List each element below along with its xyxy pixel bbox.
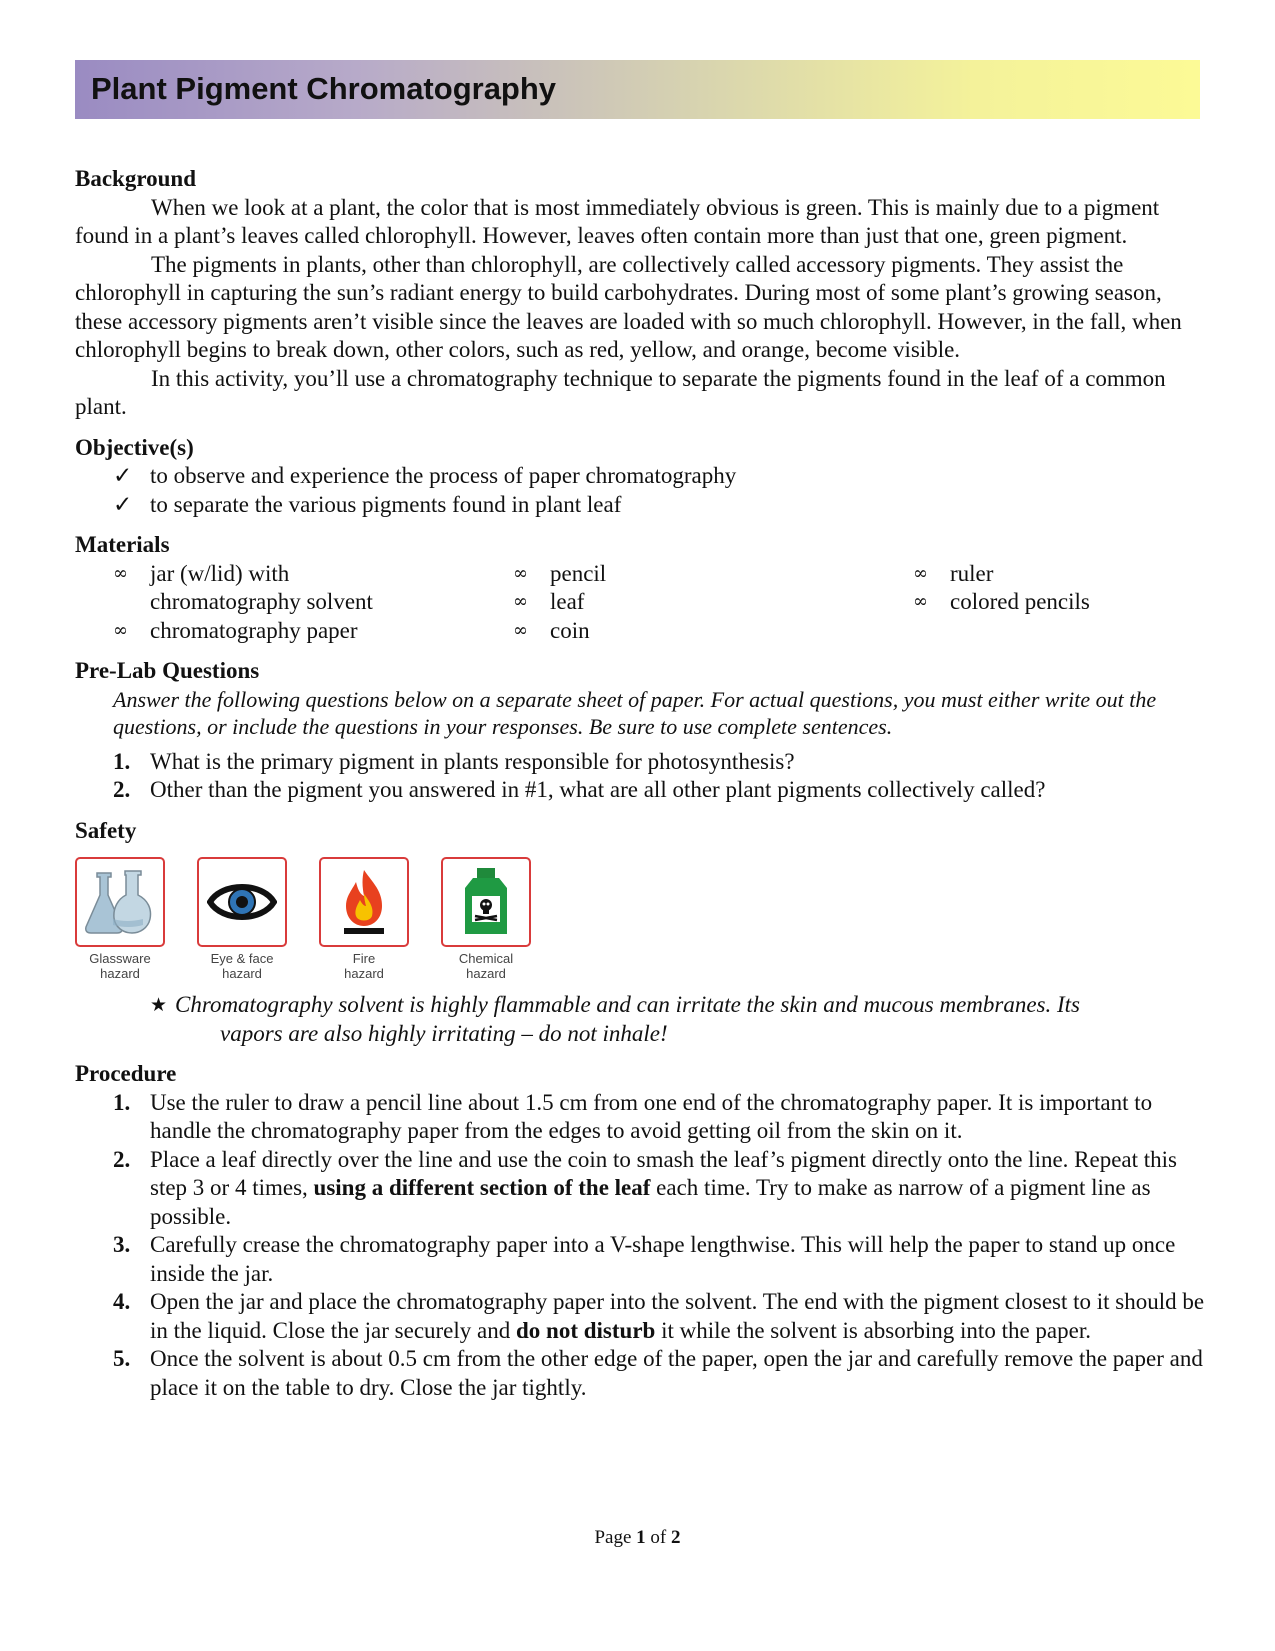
background-section	[75, 165, 1205, 422]
materials-section	[75, 531, 1205, 645]
step-emphasis: using a different section of the leaf	[313, 1175, 651, 1200]
safety-warning	[150, 991, 1205, 1048]
glassware-icon	[75, 857, 165, 947]
hazard-label-line: Fire	[352, 951, 376, 966]
warning-line: vapors are also highly irritating – do not inhale!	[220, 1020, 668, 1046]
infinity-bullet-icon: ∞	[913, 591, 928, 612]
hazard-label-line: Eye & face	[210, 951, 274, 966]
hazard-label-line: Glassware	[89, 951, 151, 966]
hazard-label-line: hazard	[222, 966, 262, 981]
eye-icon	[197, 857, 287, 947]
hazard-label-line: hazard	[344, 966, 384, 981]
background-paragraph: When we look at a plant, the color that is most immediately obvious is green. This is mainly due to a pigment found in a plant’s leaves called chlorophyll. However, leaves often contain more than just that one, green pigment.	[75, 194, 1160, 248]
prelab-heading: Pre-Lab Questions	[75, 658, 260, 683]
list-item	[113, 560, 513, 617]
safety-heading: Safety	[75, 817, 137, 843]
step-text: Place a leaf directly over the line and use the coin to smash the leaf’s pigment directly onto the line. Repeat this step 3 or 4 times,	[150, 1146, 1178, 1200]
list-item	[113, 1146, 1205, 1232]
question-number: 2.	[113, 777, 131, 802]
step-text: Use the ruler to draw a pencil line about 1.5 cm from one end of the chromatography paper. It is important to handle the chromatography paper from the edges to avoid getting oil from the skin on it.	[150, 1089, 1153, 1143]
list-item	[113, 1231, 1205, 1288]
list-item	[513, 617, 913, 646]
hazard-label-line: hazard	[100, 966, 140, 981]
hazard-label-line: hazard	[466, 966, 506, 981]
list-item	[113, 776, 1205, 805]
warning-line: Chromatography solvent is highly flammable and can irritate the skin and mucous membranes. Its	[175, 992, 1081, 1017]
procedure-section	[75, 1060, 1205, 1402]
objectives-heading: Objective(s)	[75, 434, 194, 460]
hazard-label	[319, 951, 409, 981]
fire-hazard	[319, 857, 409, 981]
prelab-questions	[75, 748, 1205, 805]
infinity-bullet-icon: ∞	[913, 562, 928, 584]
materials-heading: Materials	[75, 532, 170, 557]
eye-face-hazard	[197, 857, 287, 981]
step-number: 1.	[113, 1089, 131, 1115]
material-text: colored pencils	[950, 589, 1090, 614]
material-text: coin	[550, 617, 590, 643]
list-item	[513, 588, 913, 617]
materials-column	[113, 560, 513, 646]
infinity-bullet-icon: ∞	[513, 619, 528, 641]
infinity-bullet-icon: ∞	[513, 562, 528, 584]
list-item	[113, 1288, 1205, 1345]
page-number: 1	[636, 1527, 646, 1548]
glassware-hazard	[75, 857, 165, 981]
step-text: each time. Try to make as narrow of a pigment line as possible.	[150, 1175, 1151, 1229]
title-banner	[75, 60, 1200, 119]
list-item	[113, 748, 1205, 777]
step-text: Open the jar and place the chromatography paper into the solvent. The end with the pigment closest to it should be in the liquid. Close the jar securely and	[150, 1289, 1205, 1343]
step-text: Carefully crease the chromatography paper into a V-shape lengthwise. This will help the paper to stand up once inside the jar.	[150, 1232, 1176, 1286]
hazard-label	[441, 951, 531, 981]
hazard-label-line: Chemical	[458, 951, 514, 966]
list-item	[113, 617, 513, 646]
list-item	[913, 588, 1090, 617]
materials-list	[75, 560, 1205, 646]
hazard-label	[75, 951, 165, 981]
list-item	[113, 491, 1205, 520]
material-text: pencil	[550, 560, 607, 586]
hazard-icons	[75, 857, 1205, 981]
objectives-list	[75, 462, 1205, 519]
materials-column	[913, 560, 1090, 646]
background-paragraph: In this activity, you’ll use a chromatography technique to separate the pigments found in the leaf of a common plant.	[75, 365, 1166, 419]
chemical-hazard	[441, 857, 531, 981]
hazard-label	[197, 951, 287, 981]
procedure-steps	[75, 1089, 1205, 1403]
star-icon: ★	[150, 994, 168, 1016]
poison-bottle-icon	[441, 857, 531, 947]
material-text: chromatography paper	[150, 617, 358, 643]
list-item	[513, 560, 913, 589]
objective-text: to separate the various pigments found in plant leaf	[150, 491, 622, 517]
document-body	[75, 165, 1205, 1402]
materials-column	[513, 560, 913, 646]
step-number: 4.	[113, 1289, 131, 1314]
step-emphasis: do not disturb	[516, 1317, 656, 1343]
material-text: leaf	[550, 589, 585, 614]
background-paragraph: The pigments in plants, other than chlorophyll, are collectively called accessory pigments. They assist the chlorophyll in capturing the sun’s radiant energy to build carbohydrates. During most of some plant’s growing season, these accessory pigments aren’t visible since the leaves are loaded with so much chlorophyll. However, in the fall, when chlorophyll begins to break down, other colors, such as red, yellow, and orange, become visible.	[75, 251, 1182, 362]
step-text: it while the solvent is absorbing into the paper.	[655, 1317, 1091, 1343]
of-label: of	[650, 1527, 667, 1548]
question-number: 1.	[113, 748, 131, 774]
objective-text: to observe and experience the process of paper chromatography	[150, 463, 737, 488]
list-item	[113, 462, 1205, 491]
prelab-instructions: Answer the following questions below on a separate sheet of paper. For actual questions, you must either write out the questions, or include the questions in your responses. Be sure to use complete sentences.	[113, 686, 1157, 739]
checkmark-icon: ✓	[113, 491, 133, 517]
step-number: 2.	[113, 1146, 131, 1172]
objectives-section	[75, 434, 1205, 520]
page-title: Plant Pigment Chromatography	[91, 71, 557, 106]
background-heading: Background	[75, 166, 197, 191]
procedure-heading: Procedure	[75, 1061, 177, 1086]
step-text: Once the solvent is about 0.5 cm from the other edge of the paper, open the jar and carefully remove the paper and place it on the table to dry. Close the jar tightly.	[150, 1346, 1203, 1400]
material-text: ruler	[950, 560, 994, 586]
list-item	[913, 560, 1090, 589]
material-text: jar (w/lid) with chromatography solvent	[150, 560, 373, 614]
infinity-bullet-icon: ∞	[113, 562, 128, 584]
checkmark-icon: ✓	[113, 463, 133, 488]
infinity-bullet-icon: ∞	[113, 619, 128, 641]
step-number: 5.	[113, 1346, 131, 1371]
infinity-bullet-icon: ∞	[513, 591, 528, 612]
question-text: Other than the pigment you answered in #1, what are all other plant pigments collectively called?	[150, 777, 1046, 802]
question-text: What is the primary pigment in plants responsible for photosynthesis?	[150, 748, 795, 774]
page-total: 2	[671, 1527, 681, 1548]
fire-icon	[319, 857, 409, 947]
prelab-section	[75, 657, 1205, 805]
list-item	[113, 1345, 1205, 1402]
step-number: 3.	[113, 1232, 131, 1257]
page-label: Page	[594, 1527, 632, 1548]
list-item	[113, 1089, 1205, 1146]
page-footer	[0, 1527, 1275, 1549]
safety-section	[75, 817, 1205, 1049]
